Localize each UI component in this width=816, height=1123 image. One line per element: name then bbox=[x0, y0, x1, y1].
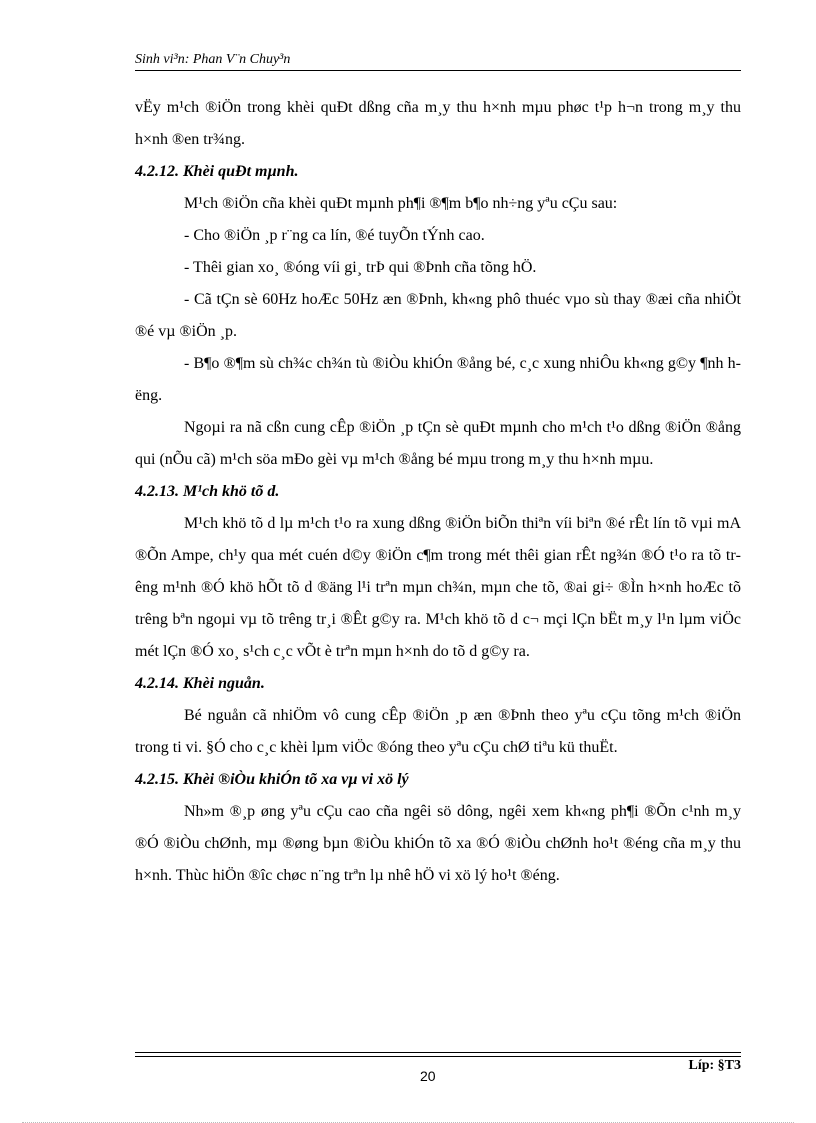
page-number: 20 bbox=[420, 1068, 436, 1084]
paragraph: Nh»m ®¸p øng yªu cÇu cao cña ngêi sö dông, ngêi xem kh«ng ph¶i ®Õn c¹nh m¸y ®Ó ®iÒu chØnh, mµ ®øng bµn ®iÒu khiÓn tõ xa ®Ó ®iÒu chØnh ho¹t ®éng cña m¸y thu h×nh. Thùc hiÖn ®îc chøc n¨ng trªn lµ nhê hÖ vi xö lý ho¹t ®éng. bbox=[135, 803, 741, 884]
class-label: Líp: §T3 bbox=[688, 1058, 741, 1073]
list-item: - B¶o ®¶m sù ch¾c ch¾n tù ®iÒu khiÓn ®ång bé, c¸c xung nhiÔu kh«ng g©y ¶nh hëng. bbox=[135, 355, 741, 404]
paragraph: Ngoµi ra nã cßn cung cÊp ®iÖn ¸p tÇn sè quÐt mµnh cho m¹ch t¹o dßng ®iÖn ®ång qui (nÕu cã) m¹ch söa mÐo gèi vµ m¹ch ®ång bé mµu trong m¸y thu h×nh mµu. bbox=[135, 419, 741, 468]
list-item: - Thêi gian xo¸ ®óng víi gi¸ trÞ qui ®Þnh cña tõng hÖ. bbox=[184, 259, 537, 276]
running-header: Sinh vi³n: Phan V¨n Chuy³n bbox=[135, 52, 291, 67]
paragraph: vËy m¹ch ®iÖn trong khèi quÐt dßng cña m¸y thu h×nh mµu phøc t¹p h¬n trong m¸y thu h×nh ®en tr¾ng. bbox=[135, 99, 741, 148]
list-item: - Cho ®iÖn ¸p r¨ng ca lín, ®é tuyÕn tÝnh cao. bbox=[184, 227, 485, 244]
section-heading: 4.2.12. Khèi quÐt mµnh. bbox=[135, 163, 299, 180]
footer-rule bbox=[135, 1052, 741, 1057]
paragraph: M¹ch khö tõ d lµ m¹ch t¹o ra xung dßng ®iÖn biÕn thiªn víi biªn ®é rÊt lín tõ vµi mA ®Õn Ampe, ch¹y qua mét cuén d©y ®iÖn c¶m trong mét thêi gian rÊt ng¾n ®Ó t¹o ra tõ trêng m¹nh ®Ó khö hÕt tõ d ®äng l¹i trªn mµn ch¾n, mµn che tõ, ®ai gi÷ ®Ìn h×nh hoÆc tõ trêng bªn ngoµi vµ tõ trêng tr¸i ®Êt g©y ra. M¹ch khö tõ d c¬ mçi lÇn bËt m¸y l¹n lµm viÖc mét lÇn ®Ó xo¸ s¹ch c¸c vÕt è trªn mµn h×nh do tõ d g©y ra. bbox=[135, 515, 741, 660]
header-rule bbox=[135, 70, 741, 71]
section-heading: 4.2.15. Khèi ®iÒu khiÓn tõ xa vµ vi xö lý bbox=[135, 771, 409, 788]
section-heading: 4.2.13. M¹ch khö tõ d. bbox=[135, 483, 280, 500]
paragraph: M¹ch ®iÖn cña khèi quÐt mµnh ph¶i ®¶m b¶o nh÷ng yªu cÇu sau: bbox=[184, 195, 618, 212]
list-item: - Cã tÇn sè 60Hz hoÆc 50Hz æn ®Þnh, kh«ng phô thuéc vµo sù thay ®æi cña nhiÖt ®é vµ ®iÖn ¸p. bbox=[135, 291, 741, 340]
document-body bbox=[135, 92, 741, 892]
section-heading: 4.2.14. Khèi nguån. bbox=[135, 675, 265, 692]
paragraph: Bé nguån cã nhiÖm vô cung cÊp ®iÖn ¸p æn ®Þnh theo yªu cÇu tõng m¹ch ®iÖn trong ti vi. §Ó cho c¸c khèi lµm viÖc ®óng theo yªu cÇu chØ tiªu kü thuËt. bbox=[135, 707, 741, 756]
